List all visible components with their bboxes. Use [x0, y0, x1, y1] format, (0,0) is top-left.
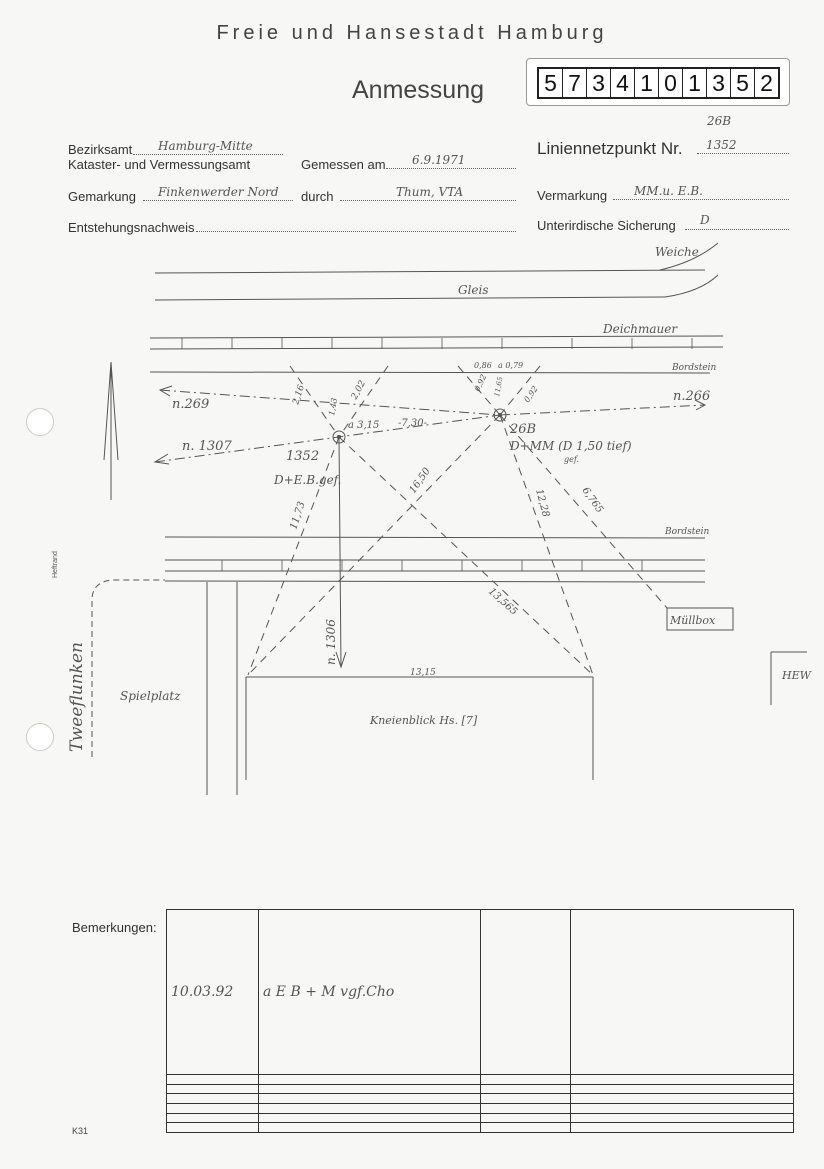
bezirksamt-value: Hamburg-Mitte — [158, 139, 253, 153]
remarks-cell — [167, 1084, 259, 1094]
hew-label: HEW — [782, 669, 811, 682]
remarks-cell — [571, 1074, 794, 1084]
curb-line — [150, 372, 710, 373]
id-digit: 7 — [563, 69, 587, 97]
durch-value: Thum, VTA — [396, 185, 464, 199]
measure-11-65: 11,65 — [493, 376, 505, 398]
id-digit: 3 — [587, 69, 611, 97]
id-digit: 5 — [539, 69, 563, 97]
street-edge — [92, 580, 165, 757]
id-digit: 5 — [731, 69, 755, 97]
remarks-row — [167, 910, 794, 1075]
vermarkung-label: Vermarkung — [537, 188, 608, 203]
remarks-cell — [481, 1103, 571, 1113]
measure-3-15: a 3,15 — [348, 420, 380, 431]
remarks-row — [167, 1094, 794, 1104]
measure-2-16: 2,16 — [291, 383, 308, 406]
durch-label: durch — [301, 189, 334, 204]
remarks-cell — [571, 1123, 794, 1133]
remarks-cell — [167, 1094, 259, 1104]
gemarkung-value: Finkenwerder Nord — [158, 185, 279, 199]
form-title: Anmessung — [352, 76, 485, 104]
entstehung-label: Entstehungsnachweis — [68, 220, 195, 235]
weiche-label: Weiche — [655, 245, 699, 259]
remarks-cell — [259, 1074, 481, 1084]
id-digit: 1 — [683, 69, 707, 97]
authority-header: Freie und Hansestadt Hamburg — [216, 22, 608, 44]
remarks-cell — [259, 1103, 481, 1113]
point-1352-description: D+E.B.gef. — [274, 473, 342, 487]
track-line — [155, 270, 705, 273]
remarks-cell — [167, 1123, 259, 1133]
measure-11-73: 11,73 — [288, 500, 308, 531]
curb-line — [165, 537, 705, 538]
remarks-table — [166, 909, 794, 1133]
dike-wall-line — [150, 347, 723, 349]
kataster-label: Kataster- und Vermessungsamt — [68, 157, 251, 172]
liniennetz-value: 1352 — [706, 138, 737, 152]
heftrand-label: Heftrand — [52, 551, 59, 578]
switch-curve — [665, 275, 718, 297]
measure-0-79: a 0,79 — [498, 361, 524, 370]
measure-0-92: 0,92 — [522, 384, 540, 405]
remarks-cell — [481, 910, 571, 1075]
id-digit: 3 — [707, 69, 731, 97]
point-26b-description: D+MM (D 1,50 tief) — [510, 439, 632, 453]
survey-line-266 — [500, 405, 705, 415]
remarks-row — [167, 1103, 794, 1113]
remarks-cell — [259, 1123, 481, 1133]
n1306-label: n. 1306 — [324, 619, 338, 665]
remarks-cell: a E B + M vgf.Cho — [259, 910, 481, 1075]
dike-wall-line — [150, 336, 723, 338]
remarks-row — [167, 1074, 794, 1084]
road-line — [165, 581, 705, 582]
track-line — [155, 297, 665, 300]
muellbox-label: Müllbox — [670, 614, 716, 627]
n269-label: n.269 — [172, 397, 210, 412]
remarks-row — [167, 1084, 794, 1094]
point-1352-number: 1352 — [286, 449, 320, 464]
measure-2-02: 2,02 — [349, 379, 369, 402]
remarks-label: Bemerkungen: — [72, 920, 157, 935]
id-digit: 2 — [760, 70, 773, 96]
measure-7-30: -7,30- — [398, 418, 428, 429]
bezirksamt-label: Bezirksamt — [68, 142, 133, 157]
survey-line-1306 — [339, 437, 341, 667]
measure-13-565: 13,565 — [485, 586, 520, 618]
point-26b-gef: gef. — [564, 455, 580, 464]
measure-0-92: 0,92 — [472, 372, 489, 393]
remarks-cell — [571, 1103, 794, 1113]
gemessen-value: 6.9.1971 — [412, 153, 466, 167]
remarks-cell — [167, 1074, 259, 1084]
remarks-row — [167, 1123, 794, 1133]
n1307-label: n. 1307 — [182, 439, 232, 454]
point-26b-number: 26B — [510, 422, 537, 437]
remarks-cell — [571, 1084, 794, 1094]
remarks-cell — [481, 1123, 571, 1133]
n266-label: n.266 — [673, 389, 711, 404]
remarks-cell — [571, 1094, 794, 1104]
building-label: Kneienblick Hs. [7] — [370, 714, 478, 727]
arrowhead — [155, 454, 169, 464]
remarks-cell — [259, 1094, 481, 1104]
remarks-row — [167, 1113, 794, 1123]
id-digit: 4 — [611, 69, 635, 97]
remarks-cell — [259, 1113, 481, 1123]
gemessen-label: Gemessen am — [301, 157, 386, 172]
measure-0-86: 0,86 — [474, 361, 492, 370]
bordstein-label: Bordstein — [672, 363, 717, 373]
measure-16-50: 16,50 — [407, 465, 433, 496]
remarks-cell — [167, 1113, 259, 1123]
street-name-tweeflunken: Tweeflunken — [67, 642, 87, 752]
remarks-cell — [167, 1103, 259, 1113]
liniennetz-label: Liniennetzpunkt Nr. — [537, 139, 683, 158]
bordstein-label: Bordstein — [665, 527, 710, 537]
id-digit: 0 — [659, 69, 683, 97]
measure-13-15: 13,15 — [410, 668, 436, 678]
remarks-cell — [481, 1113, 571, 1123]
remarks-cell — [481, 1084, 571, 1094]
measure-12-28: 12,28 — [533, 487, 552, 519]
remarks-cell — [259, 1084, 481, 1094]
form-code: K31 — [72, 1126, 89, 1136]
liniennetz-superscript: 26B — [707, 114, 732, 128]
deichmauer-label: Deichmauer — [603, 322, 678, 336]
gleis-label: Gleis — [458, 283, 489, 297]
remarks-cell — [571, 910, 794, 1075]
measure-6-765: 6,765 — [579, 485, 605, 516]
spielplatz-label: Spielplatz — [120, 689, 181, 703]
measure-1-43: 1,43 — [327, 397, 340, 417]
gemarkung-label: Gemarkung — [68, 189, 136, 204]
id-digit: 1 — [635, 69, 659, 97]
remarks-cell — [571, 1113, 794, 1123]
vermarkung-value: MM.u. E.B. — [634, 184, 703, 198]
sicherung-value: D — [700, 213, 710, 227]
remarks-cell — [481, 1094, 571, 1104]
sicherung-label: Unterirdische Sicherung — [537, 218, 676, 233]
remarks-cell: 10.03.92 — [167, 910, 259, 1075]
remarks-cell — [481, 1074, 571, 1084]
arrowhead — [160, 386, 172, 396]
